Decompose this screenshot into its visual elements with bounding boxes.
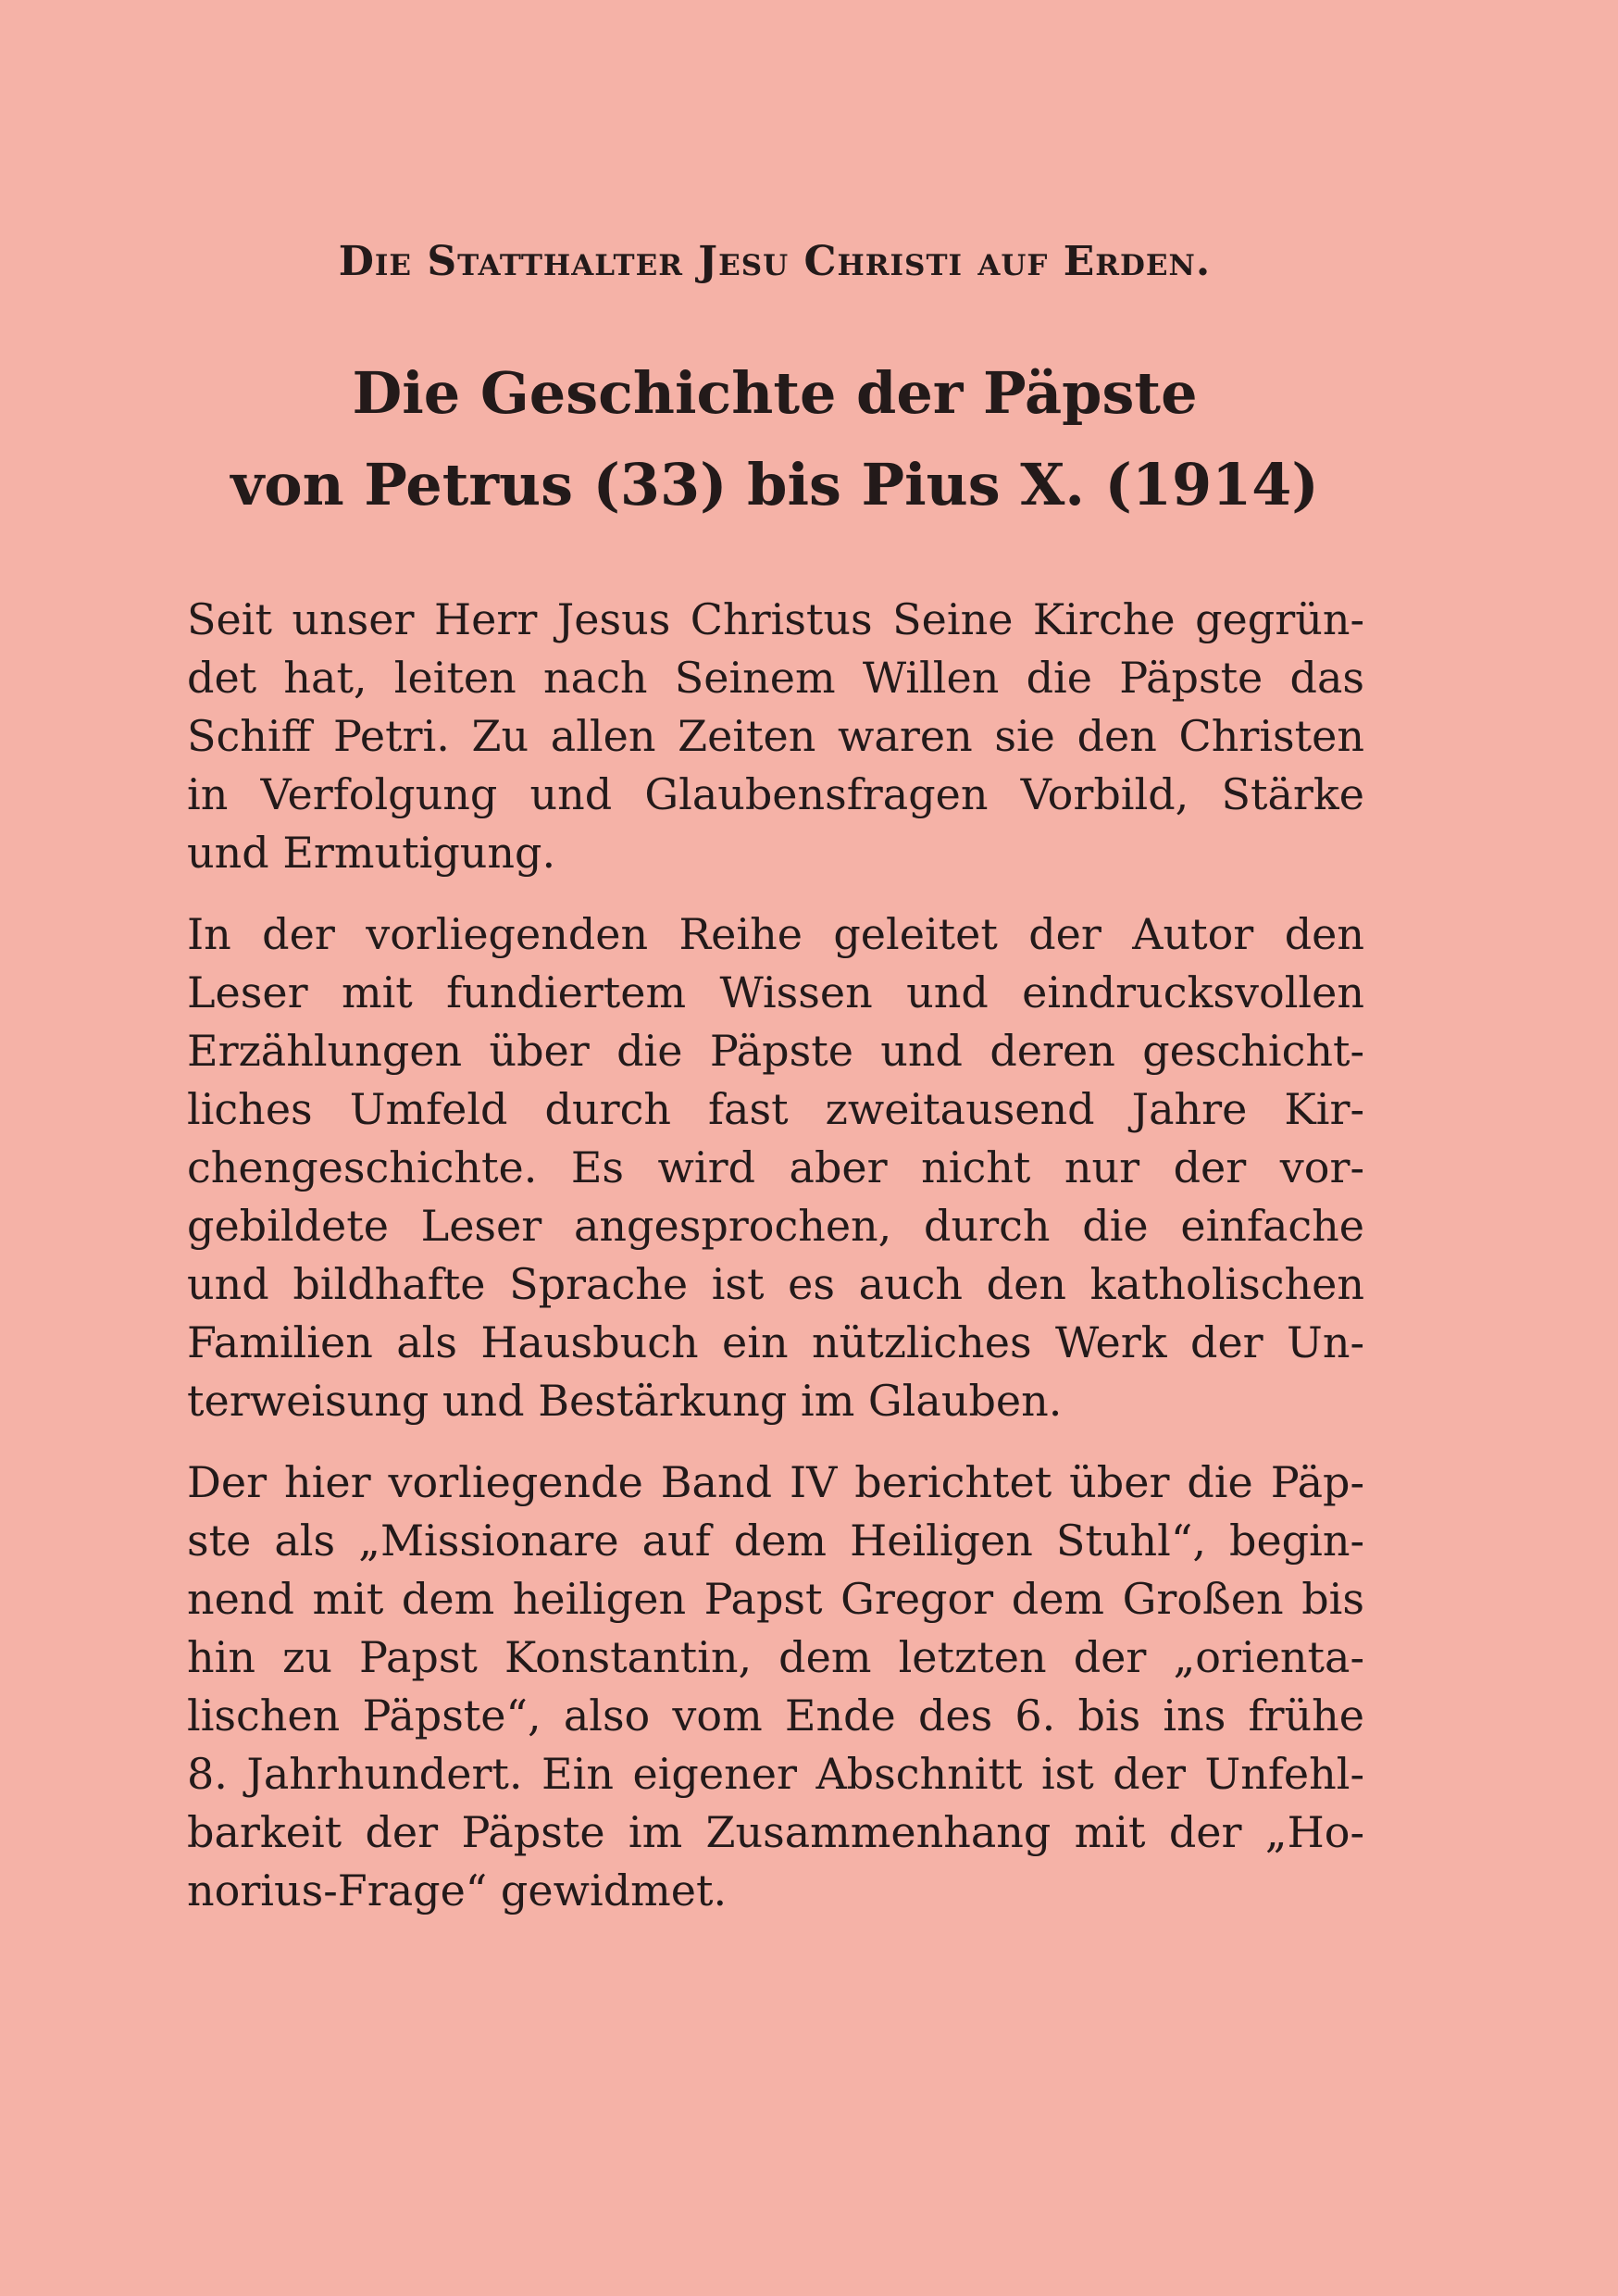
text-line: in Verfolgung und Glaubensfragen Vorbild, Stärke — [187, 769, 1364, 819]
text-line: barkeit der Päpste im Zusammenhang mit der „Ho- — [187, 1807, 1364, 1857]
subtitle-line-2: von Petrus (33) bis Pius X. (1914) — [230, 451, 1319, 518]
text-line: Der hier vorliegende Band IV berichtet über die Päp- — [187, 1457, 1364, 1507]
text-line: 8. Jahrhundert. Ein eigener Abschnitt ist der Unfehl- — [187, 1749, 1364, 1799]
subtitle — [0, 347, 1550, 530]
text-line: Familien als Hausbuch ein nützliches Werk der Un- — [187, 1317, 1364, 1367]
text-line: hin zu Papst Konstantin, dem letzten der „orienta- — [187, 1632, 1364, 1682]
text-line: norius-Frage“ gewidmet. — [187, 1866, 728, 1915]
text-line: Erzählungen über die Päpste und deren geschicht- — [187, 1026, 1364, 1076]
text-line: terweisung und Bestärkung im Glauben. — [187, 1376, 1063, 1426]
text-line: und bildhafte Sprache ist es auch den katholischen — [187, 1259, 1364, 1309]
text-line: nend mit dem heiligen Papst Gregor dem Großen bis — [187, 1574, 1364, 1624]
text-line: Leser mit fundiertem Wissen und eindrucksvollen — [187, 967, 1364, 1017]
text-line: Seit unser Herr Jesus Christus Seine Kirche gegrün- — [187, 594, 1364, 644]
paragraph-3 — [187, 1454, 1364, 1920]
text-line: gebildete Leser angesprochen, durch die einfache — [187, 1201, 1364, 1251]
text-line: liches Umfeld durch fast zweitausend Jahre Kir- — [187, 1084, 1364, 1134]
text-line: In der vorliegenden Reihe geleitet der Autor den — [187, 909, 1364, 959]
paragraph-2 — [187, 905, 1364, 1430]
text-line: ste als „Missionare auf dem Heiligen Stuhl“, begin- — [187, 1516, 1364, 1566]
text-line: lischen Päpste“, also vom Ende des 6. bis ins frühe — [187, 1691, 1364, 1741]
subtitle-line-1: Die Geschichte der Päpste — [352, 359, 1198, 427]
blurb-text — [187, 591, 1364, 1943]
text-line: det hat, leiten nach Seinem Willen die Päpste das — [187, 653, 1364, 703]
text-line: Schiff Petri. Zu allen Zeiten waren sie den Christen — [187, 711, 1364, 761]
text-line: und Ermutigung. — [187, 828, 556, 878]
text-line: chengeschichte. Es wird aber nicht nur der vor- — [187, 1142, 1364, 1192]
series-title: Die Statthalter Jesu Christi auf Erden. — [338, 238, 1212, 285]
paragraph-1 — [187, 591, 1364, 882]
